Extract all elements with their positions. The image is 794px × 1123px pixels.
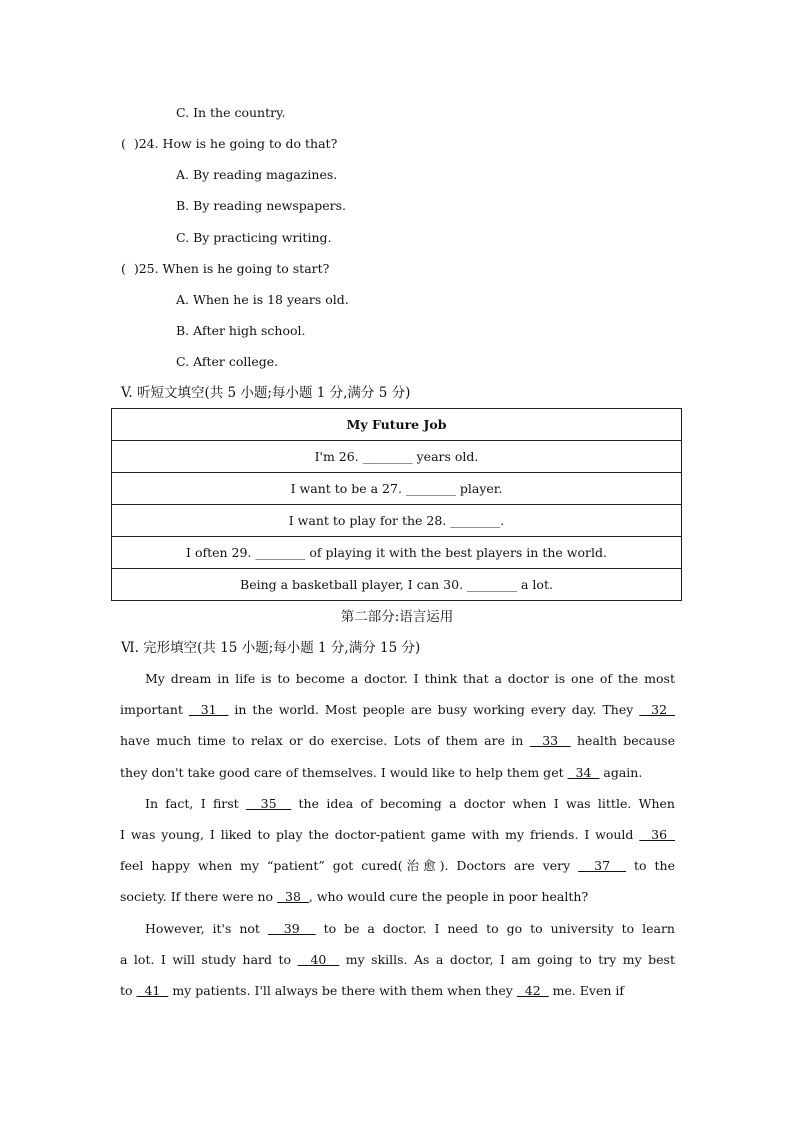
blank-32[interactable]: 32 [639, 702, 675, 718]
blank-31[interactable]: 31 [188, 702, 229, 718]
q24-stem: ( )24. How is he going to do that? [121, 136, 338, 151]
q23-option-c: C. In the country. [176, 105, 286, 120]
blank-38[interactable]: 38 [277, 889, 309, 905]
passage-line: have much time to relax or do exercise. Lots of them are in 33 health because [120, 733, 675, 749]
blank-39[interactable]: 39 [267, 920, 316, 936]
table-row: I want to play for the 28. ________. [112, 505, 682, 537]
future-job-table [111, 408, 682, 601]
blank-36[interactable]: 36 [639, 826, 675, 842]
section5-title: V. 听短文填空(共 5 小题;每小题 1 分,满分 5 分) [121, 385, 411, 401]
q25-option-b: B. After high school. [176, 323, 306, 338]
passage-line: My dream in life is to become a doctor. I think that a doctor is one of the most [145, 671, 675, 686]
table-row: I often 29. ________ of playing it with the best players in the world. [112, 537, 682, 569]
table-row: I want to be a 27. ________ player. [112, 473, 682, 505]
blank-41[interactable]: 41 [136, 982, 169, 998]
blank-42[interactable]: 42 [516, 982, 549, 998]
table-row: Being a basketball player, I can 30. ________ a lot. [112, 569, 682, 601]
q24-option-c: C. By practicing writing. [176, 230, 332, 245]
blank-35[interactable]: 35 [246, 795, 292, 811]
passage-line: important 31 in the world. Most people are busy working every day. They 32 [120, 702, 675, 718]
passage-line: I was young, I liked to play the doctor-patient game with my friends. I would 36 [120, 826, 675, 842]
passage-line: feel happy when my “patient” got cured(治愈). Doctors are very 37 to the [120, 858, 675, 874]
blank-34[interactable]: 34 [567, 764, 600, 780]
q25-stem: ( )25. When is he going to start? [121, 261, 330, 276]
part2-title: 第二部分:语言运用 [340, 609, 454, 625]
table-header: My Future Job [112, 409, 682, 441]
q25-option-a: A. When he is 18 years old. [176, 292, 349, 307]
q24-option-a: A. By reading magazines. [176, 167, 338, 182]
q25-option-c: C. After college. [176, 354, 279, 369]
passage-line: However, it's not 39 to be a doctor. I need to go to university to learn [145, 920, 675, 936]
q24-option-b: B. By reading newspapers. [176, 198, 346, 213]
table-row: I'm 26. ________ years old. [112, 441, 682, 473]
passage-line: In fact, I first 35 the idea of becoming a doctor when I was little. When [145, 795, 675, 811]
blank-33[interactable]: 33 [529, 733, 571, 749]
passage-line: they don't take good care of themselves. I would like to help them get 34 again. [120, 764, 643, 780]
cloze-passage [120, 671, 675, 1014]
blank-40[interactable]: 40 [297, 951, 340, 967]
section6-title: Ⅵ. 完形填空(共 15 小题;每小题 1 分,满分 15 分) [121, 640, 421, 656]
blank-37[interactable]: 37 [578, 858, 627, 874]
passage-line: society. If there were no 38 , who would cure the people in poor health? [120, 889, 589, 905]
passage-line: a lot. I will study hard to 40 my skills. As a doctor, I am going to try my best [120, 951, 675, 967]
passage-line: to 41 my patients. I'll always be there with them when they 42 me. Even if [120, 982, 625, 998]
